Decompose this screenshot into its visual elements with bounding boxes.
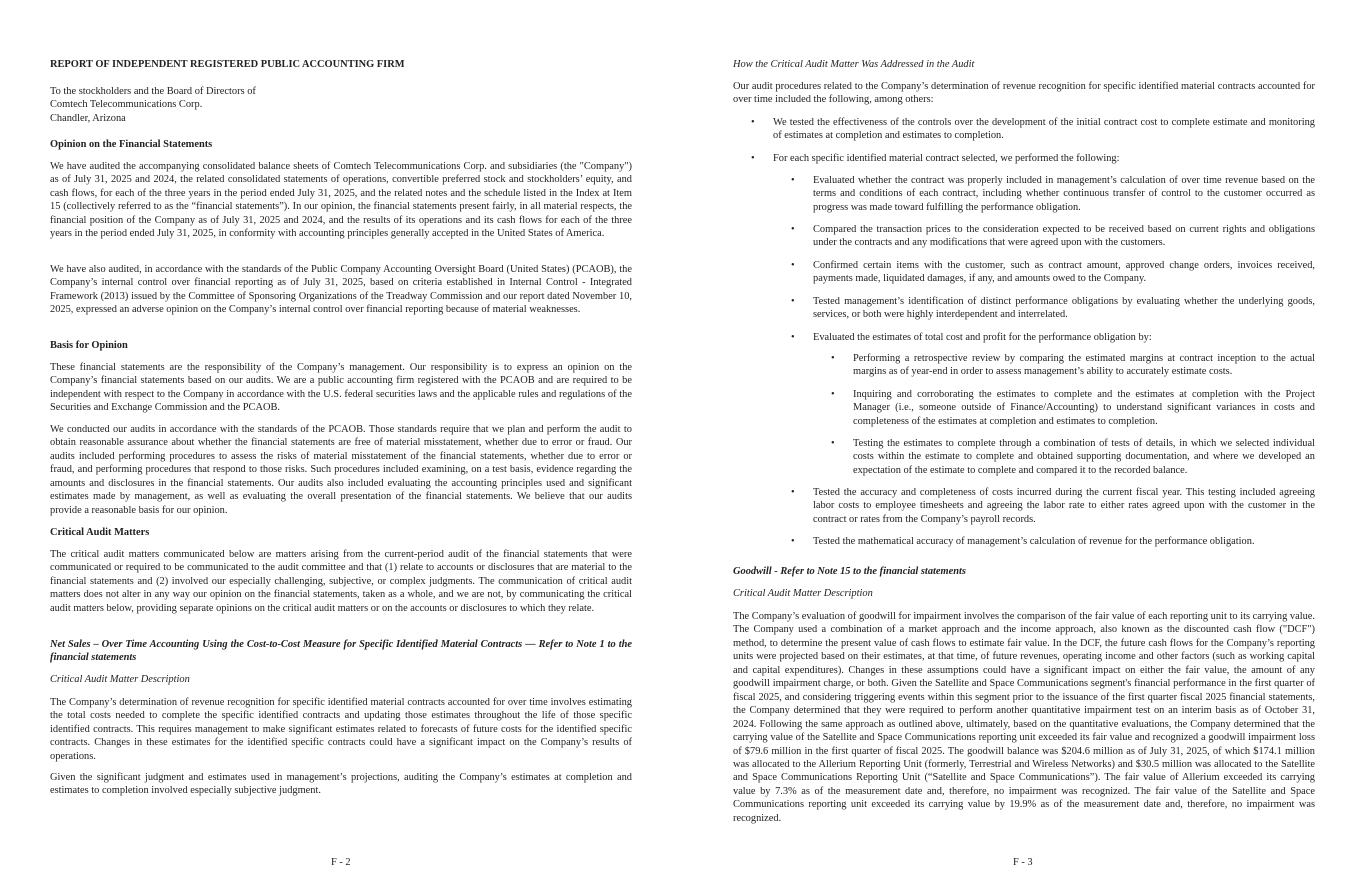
list-item-text: Performing a retrospective review by comparing the estimated margins at contract inception to the actual margins as of year-end in order to assess management’s ability to accurately estimate costs. bbox=[853, 353, 1315, 378]
cam-description-paragraph: The Company’s determination of revenue recognition for specific identified material contracts accounted for over time involves estimating the total costs needed to complete the specific identified contracts and updating those estimates throughout the life of those specific identified contracts. This requires management to make significant estimates related to forecasts of future costs for the identified specific contracts. Changes in these estimates for the identified specific contracts could have a significant impact on the Company’s results of operations. bbox=[50, 697, 632, 762]
basis-paragraph: We conducted our audits in accordance with the standards of the PCAOB. Those standards require that we plan and perform the audit to obtain reasonable assurance about whether the financial statements are free of material misstatement, whether due to error or fraud. Our audits included performing procedures to assess the risks of material misstatement of the financial statements, whether due to error or fraud, and performing procedures that respond to those risks. Such procedures included examining, on a test basis, evidence regarding the amounts and disclosures in the financial statements. Our audits also included evaluating the accounting principles used and significant estimates made by management, as well as evaluating the overall presentation of the financial statements. We believe that our audits provide a reasonable basis for our opinion. bbox=[50, 424, 632, 516]
list-item-text: We tested the effectiveness of the controls over the development of the initial contract cost to complete estimate and monitoring of estimates at completion and estimates to completion. bbox=[773, 117, 1315, 142]
net-sales-heading: Net Sales – Over Time Accounting Using the Cost-to-Cost Measure for Specific Identified Material Contracts — Refer to Note 1 to the financial statements bbox=[50, 639, 632, 664]
list-item-text: Tested the accuracy and completeness of costs incurred during the current fiscal year. This testing included agreeing labor costs to employee timesheets and agreeing the labor rate to either rates agreed upon with the customer in the contract or rates from the Company’s payroll records. bbox=[813, 487, 1315, 525]
procedures-intro: Our audit procedures related to the Company’s determination of revenue recognition for specific identified material contracts accounted for over time included the following, among others: bbox=[733, 81, 1315, 106]
list-item-text: Evaluated the estimates of total cost and profit for the performance obligation by: bbox=[813, 332, 1152, 343]
bullet-glyph: • bbox=[831, 389, 835, 400]
list-item-text: For each specific identified material contract selected, we performed the following: bbox=[773, 153, 1120, 164]
opinion-paragraph: We have audited the accompanying consolidated balance sheets of Comtech Telecommunications Corp. and subsidiaries (the "Company") as of July 31, 2025 and 2024, the related consolidated statements of operations, convertible preferred stock and stockholders’ equity, and cash flows, for each of the three years in the period ended July 31, 2025, and the related notes and the schedule listed in the Index at Item 15 (collectively referred to as the “financial statements”). In our opinion, the financial statements present fairly, in all material respects, the financial position of the Company as of July 31, 2025 and 2024, and the results of its operations and its cash flows for each of the three years in the period ended July 31, 2025, in conformity with accounting principles generally accepted in the United States of America. bbox=[50, 161, 632, 240]
bullet-glyph: • bbox=[791, 175, 795, 186]
cam-heading: Critical Audit Matters bbox=[50, 527, 150, 538]
bullet-glyph: • bbox=[751, 153, 755, 164]
addressee-line: Comtech Telecommunications Corp. bbox=[50, 99, 203, 111]
bullet-glyph: • bbox=[791, 224, 795, 235]
basis-paragraph: These financial statements are the responsibility of the Company’s management. Our responsibility is to express an opinion on the Company’s financial statements based on our audits. We are a public accounting firm registered with the PCAOB and are required to be independent with respect to the Company in accordance with the U.S. federal securities laws and the applicable rules and regulations of the Securities and Exchange Commission and the PCAOB. bbox=[50, 362, 632, 414]
right-page bbox=[733, 0, 1315, 889]
left-page bbox=[50, 0, 632, 889]
bullet-glyph: • bbox=[791, 296, 795, 307]
cam-description-heading: Critical Audit Matter Description bbox=[733, 588, 873, 599]
opinion-heading: Opinion on the Financial Statements bbox=[50, 139, 213, 150]
list-item-text: Testing the estimates to complete through a combination of tests of details, in which we selected individual costs within the estimate to complete and obtained supporting documentation, and where we developed an expectation of the estimate to complete and compared it to the recorded balance. bbox=[853, 438, 1315, 476]
goodwill-paragraph: The Company’s evaluation of goodwill for impairment involves the comparison of the fair value of each reporting unit to its carrying value. The Company used a combination of a market approach and the income approach, also known as the discounted cash flow ("DCF") method, to determine the present value of cash flows to estimate fair value. In the DCF, the future cash flows for the Company’s reporting units were projected based on their estimates, at that time, of future revenues, operating income and other factors (such as working capital and capital expenditures). Changes in these assumptions could have a significant impact on either the fair value, the amount of any goodwill impairment charge, or both. Given the Satellite and Space Communications segment's financial performance in the first quarter of fiscal 2025, and considering triggering events within this segment prior to the issuance of the first quarter fiscal 2025 financial statements, the Company determined that they were required to perform another quantitative impairment test on an interim basis as of October 31, 2024. Following the same approach as outlined above, ultimately, based on the quantitative evaluations, the Company determined that the carrying value of the Satellite and Space Communications reporting unit exceeded its fair value and recognized a goodwill impairment loss of $79.6 million in the first quarter of fiscal 2025. The goodwill balance was $204.6 million as of July 31, 2025, of which $174.1 million was allocated to the Allerium Reporting Unit (formerly, Terrestrial and Wireless Networks) and $30.5 million was allocated to the Satellite and Space Communications Reporting Unit (“Satellite and Space Communications”). The fair value of Allerium exceeded its carrying value by 7.3% as of the measurement date and, therefore, no impairment was recognized. The fair value of the Satellite and Space Communications reporting unit exceeded its carrying value by 19.9% as of the measurement date and, therefore, no impairment was recognized. bbox=[733, 611, 1315, 824]
bullet-glyph: • bbox=[791, 536, 795, 547]
report-title: REPORT OF INDEPENDENT REGISTERED PUBLIC ACCOUNTING FIRM bbox=[50, 59, 405, 70]
cam-description-heading: Critical Audit Matter Description bbox=[50, 674, 190, 685]
cam-description-paragraph: Given the significant judgment and estimates used in management’s projections, auditing the Company’s estimates at completion and estimates to completion involved especially subjective judgment. bbox=[50, 772, 632, 797]
bullet-glyph: • bbox=[831, 438, 835, 449]
bullet-glyph: • bbox=[831, 353, 835, 364]
cam-paragraph: The critical audit matters communicated below are matters arising from the current-period audit of the financial statements that were communicated or required to be communicated to the audit committee and that (1) relate to accounts or disclosures that are material to the financial statements and (2) involved our especially challenging, subjective, or complex judgments. The communication of critical audit matters does not alter in any way our opinion on the financial statements, taken as a whole, and we are not, by communicating the critical audit matters below, providing separate opinions on the critical audit matters or on the accounts or disclosures to which they relate. bbox=[50, 549, 632, 614]
list-item-text: Evaluated whether the contract was properly included in management’s calculation of over time revenue based on the terms and conditions of each contract, including whether continuous transfer of control to the customer occurred as progress was made toward fulfilling the performance obligation. bbox=[813, 175, 1315, 213]
bullet-glyph: • bbox=[791, 260, 795, 271]
list-item-text: Tested management’s identification of distinct performance obligations by evaluating whether the underlying goods, services, or both were highly interdependent and interrelated. bbox=[813, 296, 1315, 321]
goodwill-heading: Goodwill - Refer to Note 15 to the financial statements bbox=[733, 566, 966, 577]
list-item-text: Confirmed certain items with the customer, such as contract amount, approved change orders, invoices received, payments made, liquidated damages, if any, and amounts owed to the Company. bbox=[813, 260, 1315, 285]
list-item-text: Tested the mathematical accuracy of management’s calculation of revenue for the performance obligation. bbox=[813, 536, 1255, 547]
list-item-text: Compared the transaction prices to the consideration expected to be received based on current rights and obligations under the contracts and any modifications that were agreed upon with the customers. bbox=[813, 224, 1315, 249]
addressee-line: To the stockholders and the Board of Directors of bbox=[50, 86, 256, 97]
opinion-paragraph: We have also audited, in accordance with the standards of the Public Company Accounting Oversight Board (United States) (PCAOB), the Company’s internal control over financial reporting as of July 31, 2025, based on criteria established in Internal Control - Integrated Framework (2013) issued by the Committee of Sponsoring Organizations of the Treadway Commission and our report dated November 10, 2025, expressed an adverse opinion on the Company’s internal control over financial reporting because of material weaknesses. bbox=[50, 264, 632, 316]
list-item-text: Inquiring and corroborating the estimates to complete and the estimates at completion with the Project Manager (i.e., someone outside of Finance/Accounting) to understand significant variances in costs and completeness of the estimates at completion and estimates to completion. bbox=[853, 389, 1315, 427]
addressee-line: Chandler, Arizona bbox=[50, 112, 126, 124]
addressed-heading: How the Critical Audit Matter Was Addressed in the Audit bbox=[733, 59, 975, 70]
page-number: F - 2 bbox=[331, 857, 351, 868]
addressee-block bbox=[50, 85, 632, 125]
bullet-glyph: • bbox=[791, 487, 795, 498]
bullet-glyph: • bbox=[751, 117, 755, 128]
basis-heading: Basis for Opinion bbox=[50, 340, 128, 351]
bullet-glyph: • bbox=[791, 332, 795, 343]
page-number: F - 3 bbox=[1013, 857, 1033, 868]
